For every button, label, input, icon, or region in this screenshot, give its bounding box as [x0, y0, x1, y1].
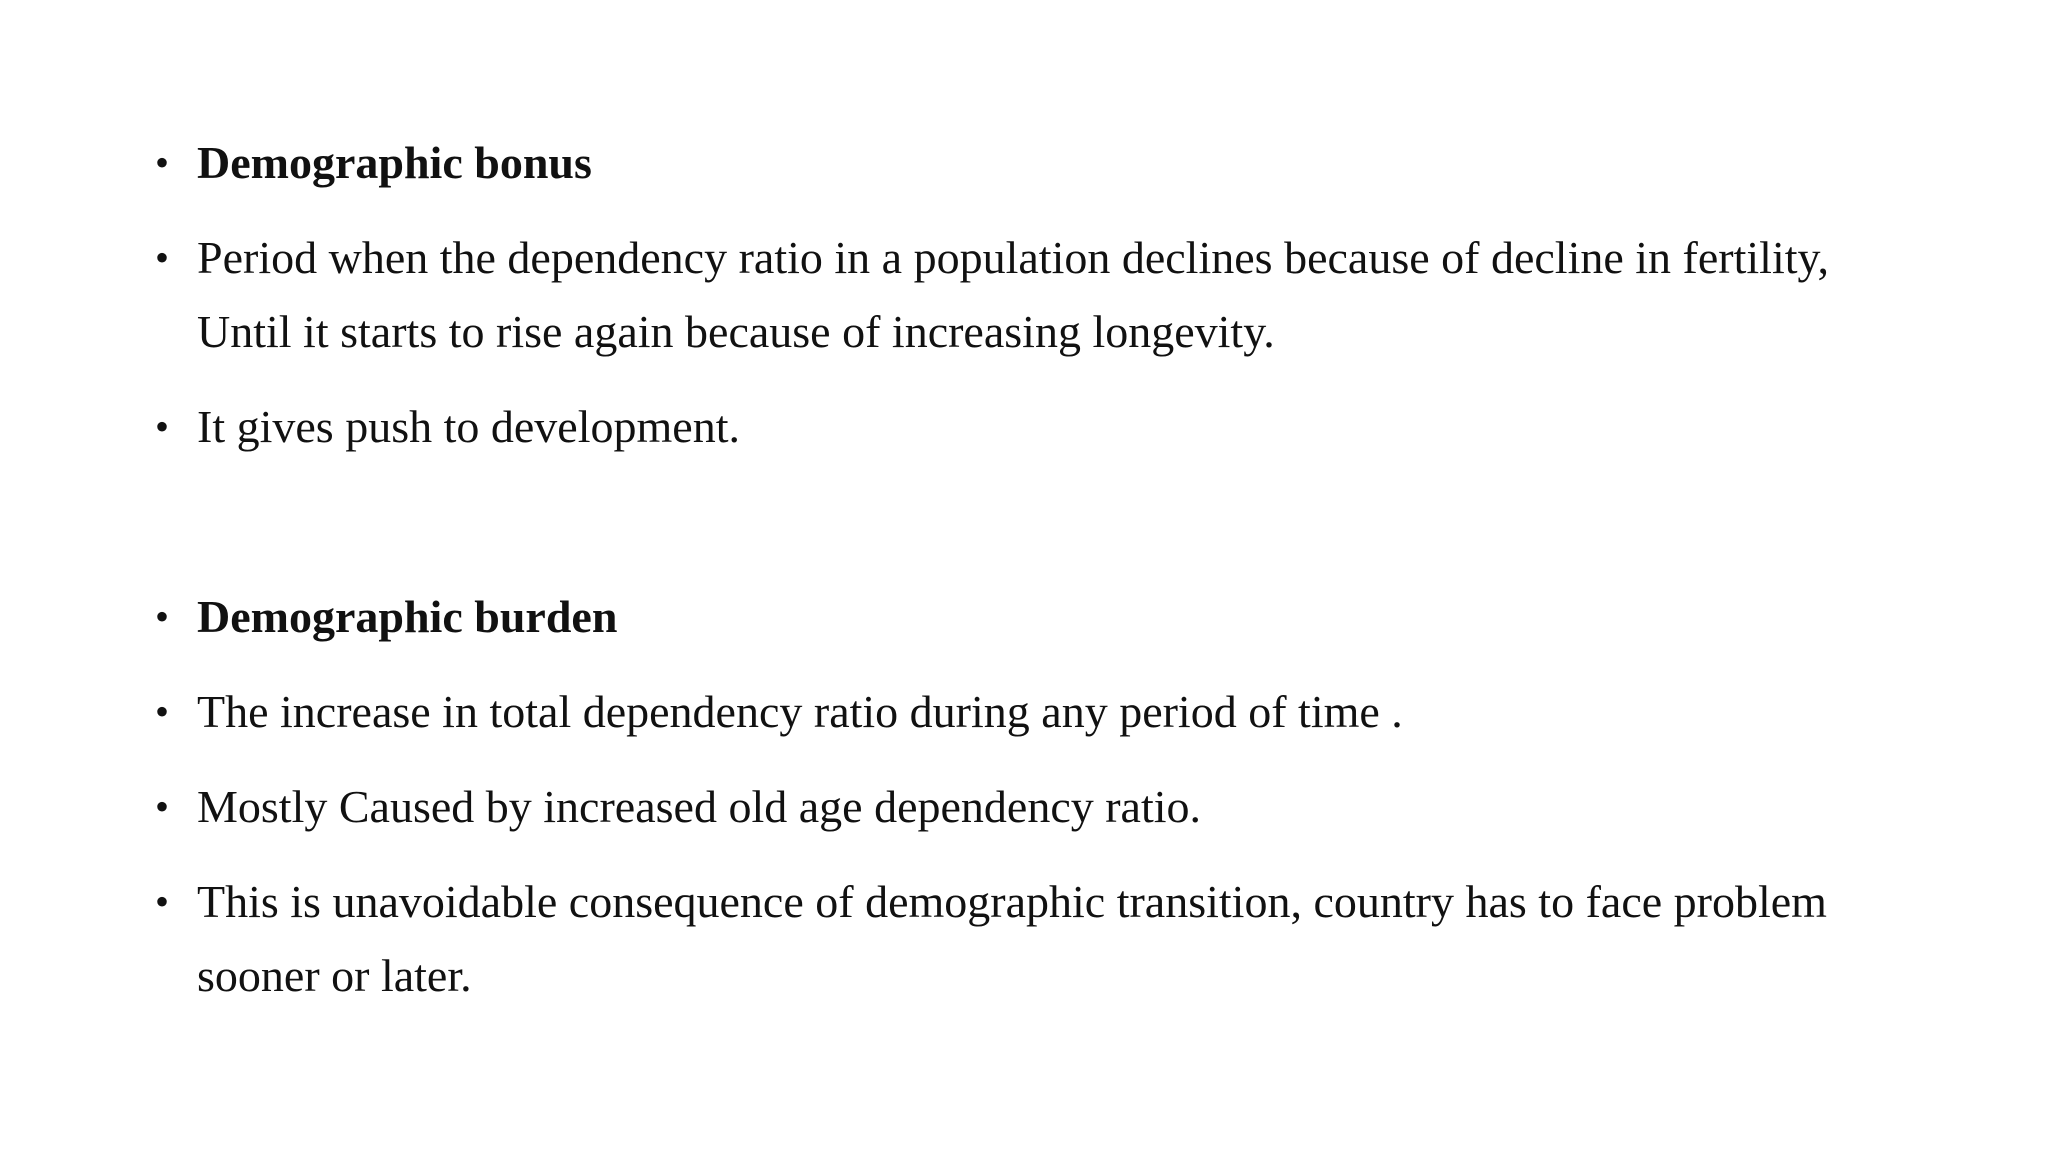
section-heading-demographic-bonus: [155, 126, 1915, 200]
bullet-icon: •: [155, 140, 170, 185]
heading-text: Demographic bonus: [197, 137, 592, 188]
section-heading-demographic-burden: [155, 580, 1915, 654]
point-text: Period when the dependency ratio in a population declines because of decline in fertility, Until it starts to rise again because of increasing longevity.: [197, 232, 1830, 357]
bullet-icon: •: [155, 689, 170, 734]
point-text: Mostly Caused by increased old age dependency ratio.: [197, 781, 1202, 832]
point-text: It gives push to development.: [197, 401, 740, 452]
list-item: [155, 390, 1915, 464]
point-text: This is unavoidable consequence of demographic transition, country has to face problem sooner or later.: [197, 876, 1827, 1001]
list-item: [155, 675, 1915, 749]
bullet-icon: •: [155, 879, 170, 924]
bullet-icon: •: [155, 594, 170, 639]
bullet-list: [155, 126, 1915, 1034]
list-item: [155, 221, 1915, 369]
heading-text: Demographic burden: [197, 591, 618, 642]
list-item: [155, 770, 1915, 844]
bullet-icon: •: [155, 235, 170, 280]
bullet-icon: •: [155, 404, 170, 449]
section-spacer: [155, 485, 1915, 580]
list-item: [155, 865, 1915, 1013]
bullet-icon: •: [155, 784, 170, 829]
point-text: The increase in total dependency ratio during any period of time .: [197, 686, 1403, 737]
